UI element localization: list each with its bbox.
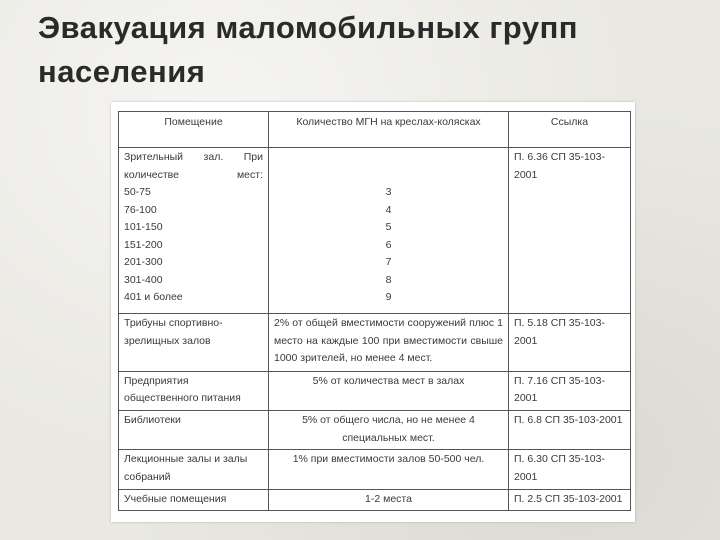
room-range: 101-150: [124, 221, 163, 233]
table-header-row: [119, 112, 631, 148]
count-cell: 2% от общей вместимости сооружений плюс 1 место на каждые 100 при вместимости свыше 1000 зрителей, но менее 4 мест.: [269, 314, 509, 371]
table-row: [119, 411, 631, 450]
room-range: 76-100: [124, 203, 157, 216]
count-value: 7: [385, 256, 392, 268]
room-range: 201-300: [124, 256, 163, 268]
slide-title: Эвакуация маломобильных групп населения: [38, 10, 579, 89]
count-value: 3: [385, 186, 392, 198]
table-row: [119, 314, 631, 371]
table-row: [119, 489, 631, 510]
count-cell: 5% от количества мест в залах: [269, 371, 509, 410]
reference-cell: П. 6.30 СП 35-103-2001: [509, 450, 631, 489]
table-image: [111, 102, 635, 522]
reference-cell: П. 5.18 СП 35-103-2001: [509, 314, 631, 371]
count-cell: 5% от общего числа, но не менее 4 специальных мест.: [269, 411, 509, 450]
table-row: [119, 148, 631, 314]
count-cell: 1-2 места: [269, 489, 509, 510]
reference-cell: П. 6.8 СП 35-103-2001: [509, 411, 631, 450]
room-cell: Предприятия общественного питания: [119, 371, 269, 410]
header-room: Помещение: [119, 112, 269, 148]
room-cell: Лекционные залы и залы собраний: [119, 450, 269, 489]
room-caption: Зрительный зал. При количестве мест:: [124, 151, 263, 181]
room-cell: [119, 148, 269, 314]
count-value: 6: [385, 238, 392, 251]
table-row: [119, 450, 631, 489]
mgn-table: [118, 111, 631, 511]
header-count: Количество МГН на креслах-колясках: [269, 112, 509, 148]
reference-cell: П. 7.16 СП 35-103-2001: [509, 371, 631, 410]
room-range: 301-400: [124, 273, 163, 286]
room-range: 50-75: [124, 186, 151, 198]
count-value: 9: [385, 291, 392, 303]
table-row: [119, 371, 631, 410]
room-range: 151-200: [124, 238, 163, 251]
room-range: 401 и более: [124, 291, 183, 303]
count-value: 8: [385, 273, 392, 286]
count-value: 4: [385, 203, 392, 216]
room-cell: Библиотеки: [119, 411, 269, 450]
count-cell: [269, 148, 509, 314]
reference-cell: П. 6.36 СП 35-103-2001: [509, 148, 631, 314]
header-reference: Ссылка: [509, 112, 631, 148]
room-cell: Трибуны спортивно-зрелищных залов: [119, 314, 269, 371]
count-cell: 1% при вместимости залов 50-500 чел.: [269, 450, 509, 489]
room-cell: Учебные помещения: [119, 489, 269, 510]
count-value: 5: [385, 221, 392, 233]
reference-cell: П. 2.5 СП 35-103-2001: [509, 489, 631, 510]
